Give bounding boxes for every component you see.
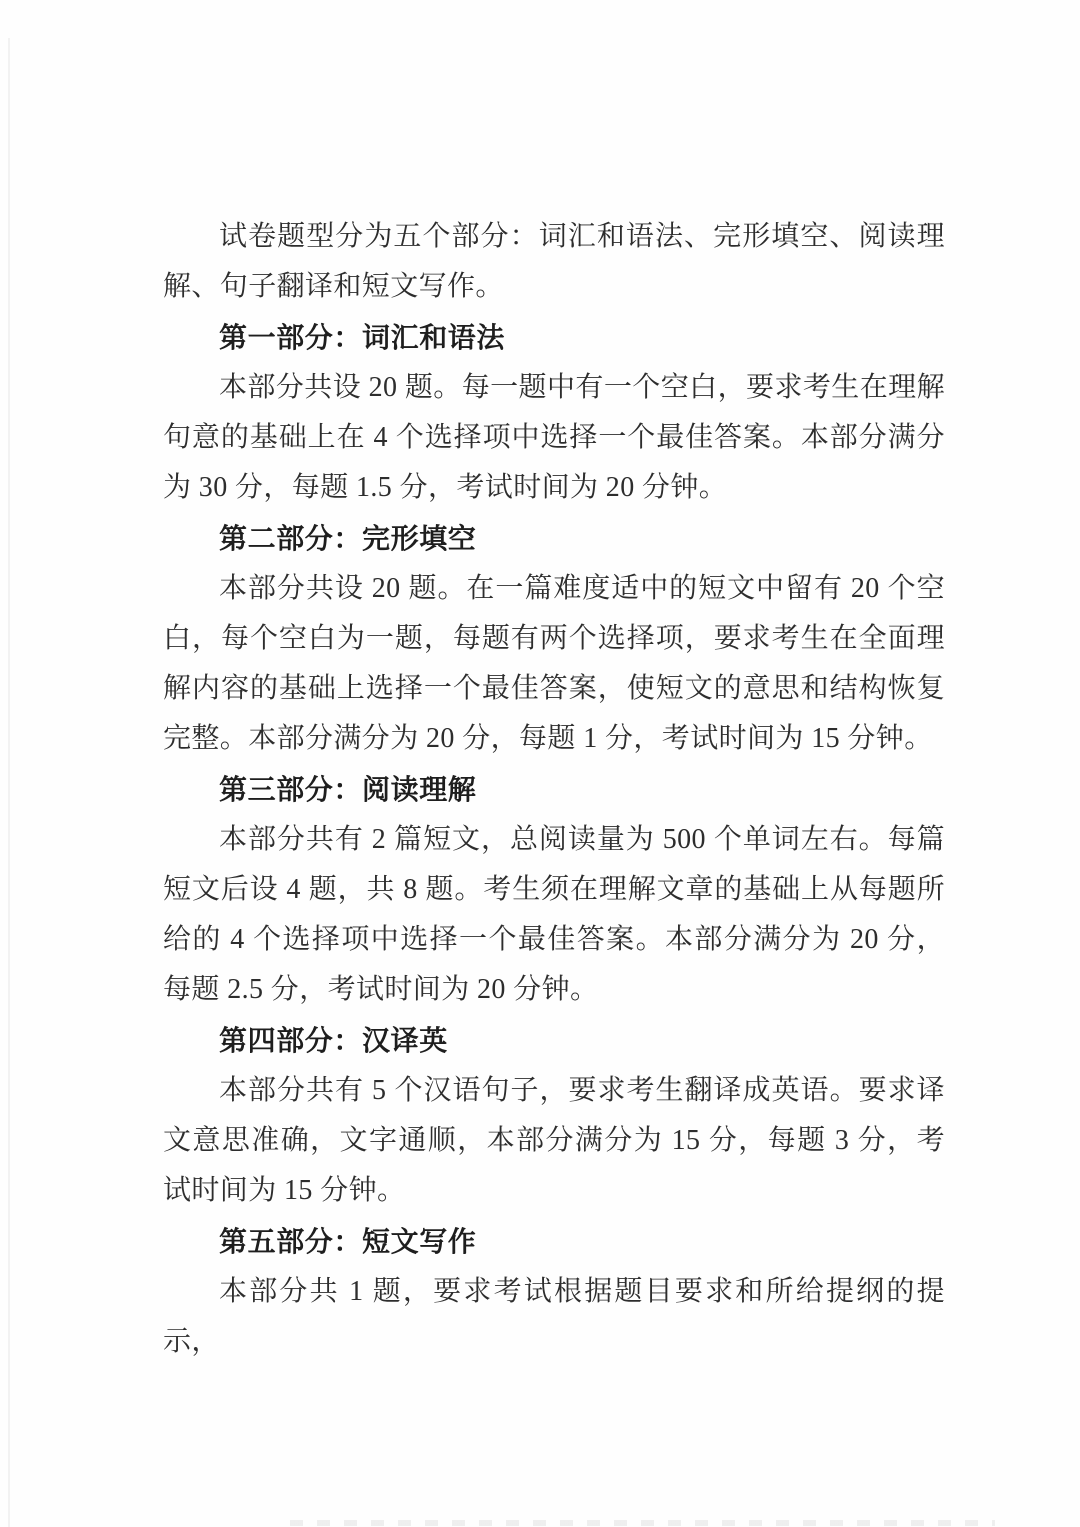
section-body-part1: 本部分共设 20 题。每一题中有一个空白，要求考生在理解句意的基础上在 4 个选择项中选择一个最佳答案。本部分满分为 30 分，每题 1.5 分，考试时间为 20 分钟。 (163, 372, 945, 503)
section-heading-part1: 第一部分：词汇和语法 (219, 322, 506, 353)
section-body-part2: 本部分共设 20 题。在一篇难度适中的短文中留有 20 个空白，每个空白为一题，每题有两个选择项，要求考生在全面理解内容的基础上选择一个最佳答案，使短文的意思和结构恢复完整。本部分满分为 20 分，每题 1 分，考试时间为 15 分钟。 (163, 573, 945, 754)
left-scan-artifact-line (8, 38, 10, 1527)
section-heading-part3: 第三部分：阅读理解 (219, 774, 477, 805)
section-body-part5: 本部分共 1 题，要求考试根据题目要求和所给提纲的提示， (163, 1276, 945, 1357)
section-body-part4: 本部分共有 5 个汉语句子，要求考生翻译成英语。要求译文意思准确，文字通顺，本部分满分为 15 分，每题 3 分，考试时间为 15 分钟。 (163, 1075, 945, 1206)
bottom-cutoff-text-line (290, 1520, 995, 1526)
section-heading-part2: 第二部分：完形填空 (219, 523, 477, 554)
section-body-part3: 本部分共有 2 篇短文，总阅读量为 500 个单词左右。每篇短文后设 4 题，共 8 题。考生须在理解文章的基础上从每题所给的 4 个选择项中选择一个最佳答案。本部分满分为 20 分，每题 2.5 分，考试时间为 20 分钟。 (163, 824, 945, 1005)
intro-paragraph: 试卷题型分为五个部分：词汇和语法、完形填空、阅读理解、句子翻译和短文写作。 (163, 221, 945, 302)
section-heading-part5: 第五部分：短文写作 (219, 1226, 477, 1257)
section-heading-part4: 第四部分：汉译英 (219, 1025, 448, 1056)
text-block (163, 212, 945, 1367)
